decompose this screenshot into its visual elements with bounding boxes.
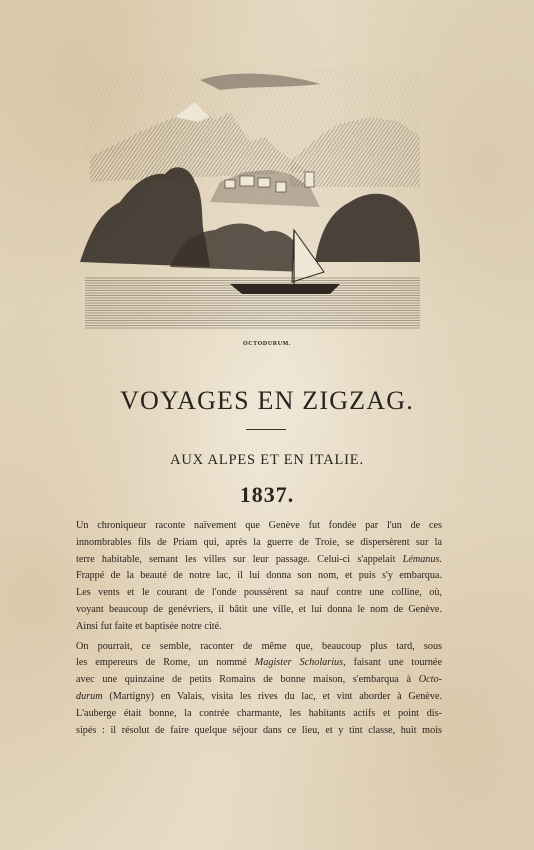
text-line-segment: (Martigny) en Valais, visita les rives du lac, et vint aborder à Genève. — [109, 690, 442, 702]
paragraph-1 — [62, 518, 442, 636]
italic-place: durum — [76, 690, 103, 702]
italic-name: Magister Scholarius — [254, 657, 344, 669]
text-line: voyant beaucoup de genévriers, il bâtit une ville, et lui donna le nom de Genève. — [76, 603, 442, 615]
text-line — [62, 672, 442, 689]
title-divider — [246, 429, 286, 430]
italic-place: Octo- — [418, 674, 442, 686]
text-line: On pourrait, ce semble, raconter de même que, beaucoup plus tard, sous — [76, 640, 442, 652]
text-line — [62, 552, 442, 569]
page-year: 1837. — [239, 482, 295, 507]
text-line-segment: avec une quinzaine de petits Romains de bonne maison, s'embarqua à — [76, 674, 419, 686]
illustration-caption: OCTODURUM. — [242, 341, 292, 347]
text-line: L'auberge était bonne, la contrée charmante, les habitants actifs et point dis- — [76, 707, 442, 719]
text-line-segment: terre habitable, semant les villes sur leur passage. Celui-ci s'appelait — [76, 553, 403, 565]
paragraph-2 — [62, 639, 442, 740]
page-subtitle: AUX ALPES ET EN ITALIE. — [170, 452, 364, 468]
text-line: Les vents et le courant de l'onde poussèrent sa nauf contre une colline, où, — [76, 587, 442, 599]
text-line-segment: , faisant une tournée — [343, 657, 442, 669]
text-line: Un chroniqueur raconte naïvement que Genève fut fondée par l'un de ces — [76, 520, 442, 531]
text-line — [62, 655, 442, 672]
text-line: Frappé de la beauté de notre lac, il lui donna son nom, et puis s'y embarqua. — [76, 570, 442, 582]
body-text — [62, 518, 442, 739]
text-line: Ainsi fut faite et baptisée notre cité. — [76, 620, 222, 632]
text-line: innombrables fils de Priam qui, après la guerre de Troie, se dispersèrent sur la — [76, 536, 442, 548]
text-line — [62, 689, 442, 706]
text-line-segment: les empereurs de Rome, un nommé — [76, 657, 255, 669]
engraving-illustration — [80, 62, 425, 332]
page-title: VOYAGES EN ZIGZAG. — [120, 386, 414, 415]
italic-name: Lémanus. — [402, 553, 442, 565]
text-line: sipés : il résolut de faire quelque séjour dans ce lieu, et y tint classe, huit mois — [76, 724, 442, 736]
